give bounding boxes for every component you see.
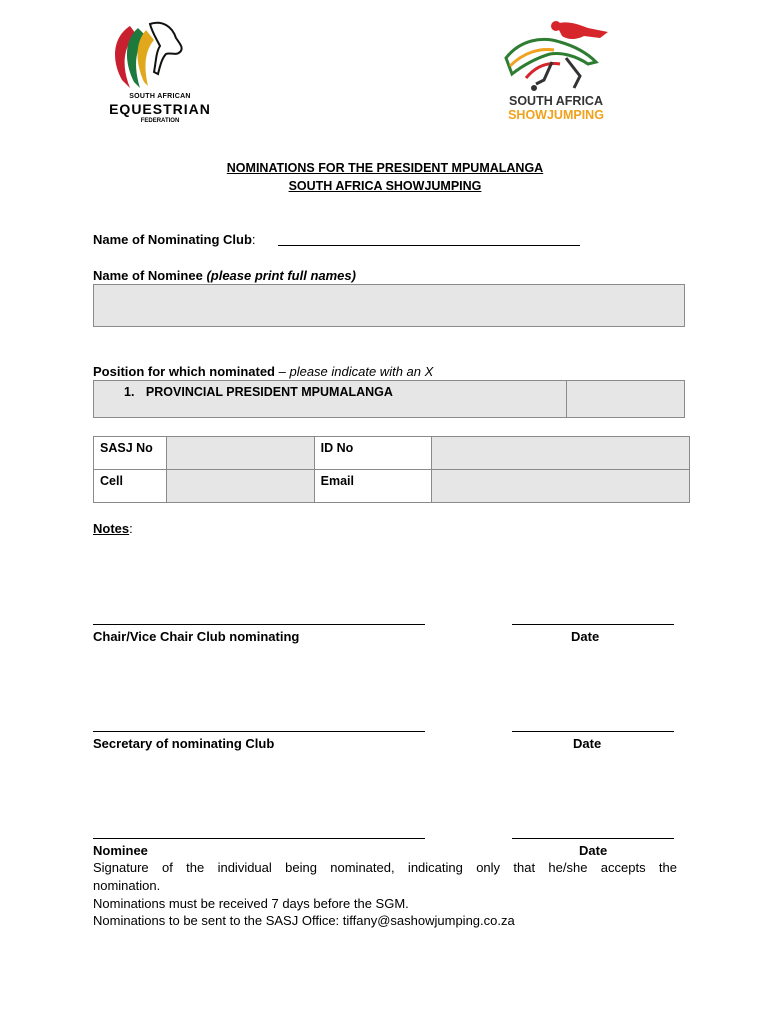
cell-label: Cell [94, 470, 167, 503]
nominee-name-field[interactable] [93, 284, 685, 327]
secretary-date-label: Date [573, 736, 602, 751]
position-label-text: Position for which nominated [93, 364, 275, 379]
footer-line4: Nominations to be sent to the SASJ Office: tiffany@sashowjumping.co.za [93, 913, 515, 928]
member-details-table [93, 436, 690, 503]
chair-signature-line[interactable] [93, 624, 425, 625]
position-table [93, 380, 685, 418]
footer-line2: nomination. [93, 878, 161, 893]
id-field[interactable] [432, 437, 690, 470]
position-option-provincial-president [94, 381, 567, 418]
chair-date-line[interactable] [512, 624, 674, 625]
footer-line1: Signature of the individual being nominated, indicating only that he/she accepts the [93, 860, 677, 875]
secretary-signature-label: Secretary of nominating Club [93, 736, 275, 751]
email-label: Email [314, 470, 432, 503]
page-title-line2: SOUTH AFRICA SHOWJUMPING [288, 179, 482, 193]
position-label [93, 364, 433, 379]
secretary-signature-line[interactable] [93, 731, 425, 732]
sasj-label: SASJ No [94, 437, 167, 470]
nominee-label-hint: (please print full names) [206, 268, 356, 283]
position-option-label: PROVINCIAL PRESIDENT MPUMALANGA [145, 385, 393, 399]
sasj-field[interactable] [166, 437, 314, 470]
left-logo-line3: FEDERATION [140, 118, 180, 124]
club-label-colon: : [251, 232, 256, 247]
horse-head-icon [100, 18, 220, 92]
club-label [93, 232, 256, 247]
position-option-number: 1. [124, 385, 135, 399]
notes-label-colon: : [129, 521, 133, 536]
right-logo-line2: SHOWJUMPING [508, 108, 604, 122]
nominee-signature-line[interactable] [93, 838, 425, 839]
email-field[interactable] [432, 470, 690, 503]
nominee-label-text: Name of Nominee [93, 268, 203, 283]
footer-line3: Nominations must be received 7 days before the SGM. [93, 896, 409, 911]
nominee-date-line[interactable] [512, 838, 674, 839]
club-name-field[interactable] [278, 245, 580, 246]
left-logo-line2: EQUESTRIAN [109, 101, 211, 117]
left-logo-line1: SOUTH AFRICAN [129, 93, 191, 100]
club-label-text: Name of Nominating Club [93, 232, 252, 247]
secretary-date-line[interactable] [512, 731, 674, 732]
nominee-signature-label: Nominee [93, 843, 148, 858]
cell-field[interactable] [166, 470, 314, 503]
chair-date-label: Date [571, 629, 600, 644]
right-logo-line1: SOUTH AFRICA [509, 94, 603, 108]
chair-signature-label: Chair/Vice Chair Club nominating [93, 629, 300, 644]
id-label: ID No [314, 437, 432, 470]
horse-rider-icon [496, 18, 616, 92]
position-label-hint: – please indicate with an X [278, 364, 434, 379]
sa-showjumping-logo [496, 18, 616, 122]
sa-equestrian-logo [100, 18, 220, 126]
page-title-line1: NOMINATIONS FOR THE PRESIDENT MPUMALANGA [226, 161, 544, 175]
nominee-label [93, 268, 356, 283]
notes-label [93, 521, 133, 536]
position-mark-box[interactable] [567, 381, 685, 418]
notes-label-text: Notes [93, 521, 130, 536]
nominee-date-label: Date [579, 843, 608, 858]
